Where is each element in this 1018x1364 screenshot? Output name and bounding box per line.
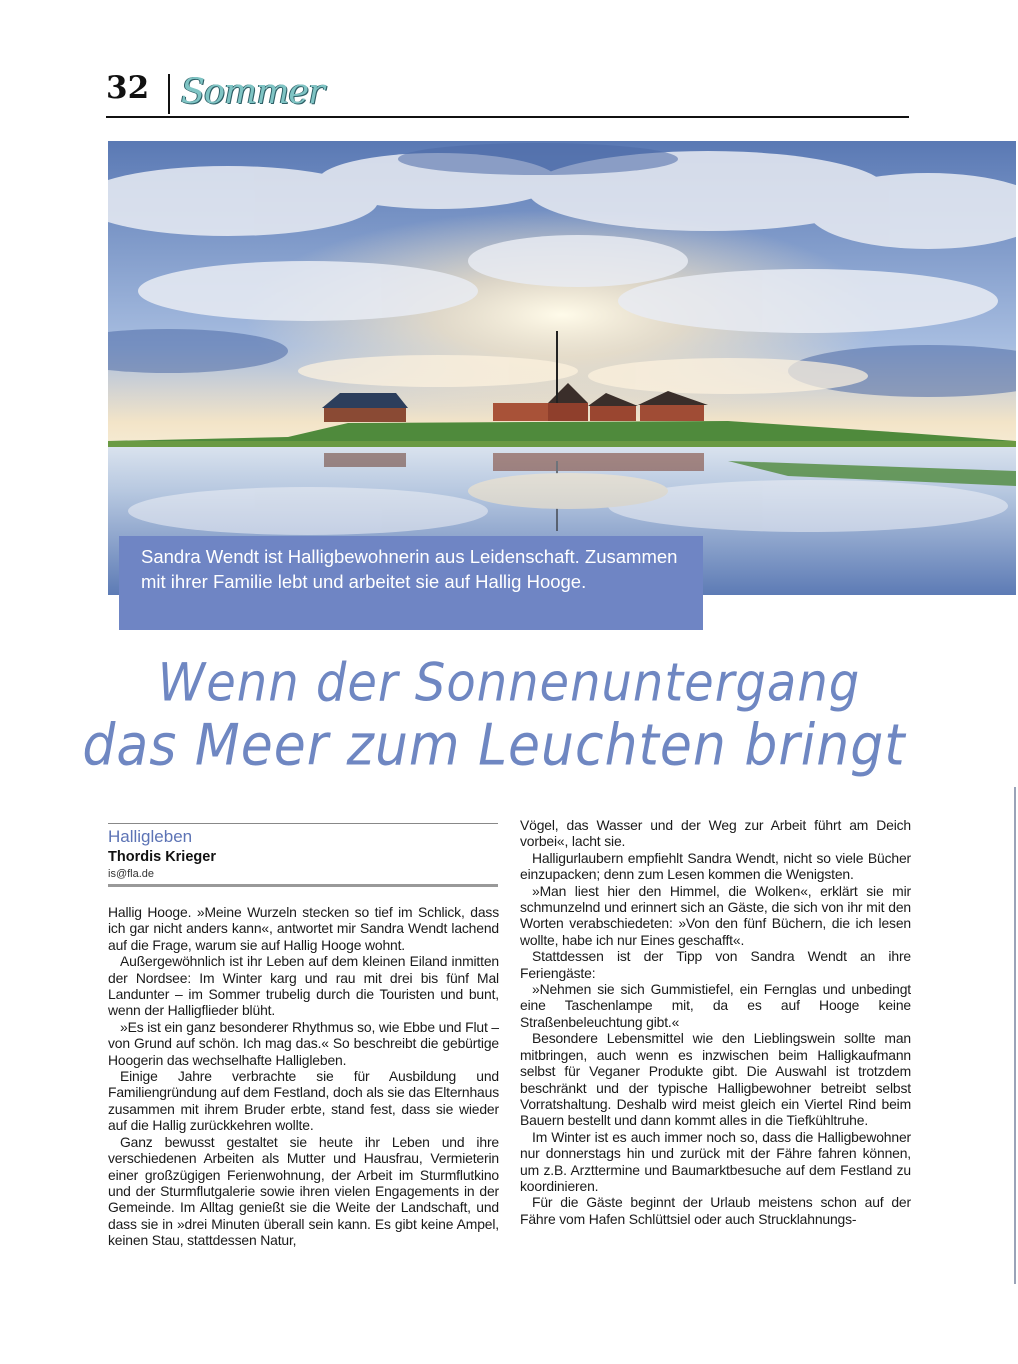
article-column-right [520,817,911,1284]
byline-top-rule [108,823,498,824]
paragraph: Einige Jahre verbrachte sie für Ausbildung und Familiengründung auf dem Festland, doch als sie das Elternhaus zusammen mit ihrem Bruder erbte, stand fest, dass sie wieder auf die Hallig zurückkehren wollte. [108,1068,499,1134]
article-kicker: Halligleben [108,827,193,846]
caption-text: Sandra Wendt ist Halligbewohnerin aus Leidenschaft. Zusammen mit ihrer Familie lebt und arbeitet sie auf Hallig Hooge. [141,546,678,592]
page-number: 32 [106,70,150,106]
header-divider [168,74,170,114]
paragraph: Ganz bewusst gestaltet sie heute ihr Leben und ihre verschiedenen Arbeiten als Mutter und Hausfrau, Vermieterin einer großzügigen Ferienwohnung, der Arbeit im Sturmflutkino und der Sturmflutgalerie sowie ihren vielen Engagements in der Gemeinde. Im Alltag genießt sie die Weite der Landschaft, und dass sie in »drei Minuten überall sein kann. Es gibt keine Ampel, keinen Stau, stattdessen Natur, [108,1133,499,1249]
author-email: is@fla.de [108,868,155,880]
paragraph: »Nehmen sie sich Gummistiefel, ein Fernglas und unbedingt eine Taschenlampe mit, da es auf Hooge keine Straßenbeleuchtung gibt.« [520,981,911,1030]
hero-photo [108,141,1016,595]
paragraph: Besondere Lebensmittel wie den Lieblingswein sollte man mitbringen, auch wenn es inzwischen beim Halligkaufmann selbst für Veganer Produkte gibt. Die Auswahl ist trotzdem beschränkt und der typische Halligbewohner betreibt selbst Vorratshaltung. Deshalb wird meist gleich ein Viertel Rind beim Bauern bestellt und dann kommt alles in die Tiefkühltruhe. [520,1030,911,1129]
paragraph: Stattdessen ist der Tipp von Sandra Wendt an ihre Feriengäste: [520,948,911,981]
paragraph: Hallig Hooge. »Meine Wurzeln stecken so tief im Schlick, dass ich gar nicht anders kann«, antwortet mir Sandra Wendt lachend auf die Frage, warum sie auf Hallig Hooge wohnt. [108,904,499,953]
header-rule [106,116,909,118]
byline-bottom-rule [108,884,498,887]
headline-line-1: Wenn der Sonnenuntergang [157,652,861,714]
paragraph: Außergewöhnlich ist ihr Leben auf dem kleinen Eiland inmitten der Nordsee: Im Winter karg und rau mit drei bis fünf Mal Landunter – im Sommer trubelig durch die Touristen und bunt, wenn der Halligflieder blüht. [108,953,499,1019]
paragraph: »Es ist ein ganz besonderer Rhythmus so, wie Ebbe und Flut – von Grund auf schön. Ich mag das.« So beschreibt die gebürtige Hoogerin das wechselhafte Halligleben. [108,1018,499,1068]
paragraph: Vögel, das Wasser und der Weg zur Arbeit führt am Deich vorbei«, lacht sie. [520,817,911,850]
paragraph: Halligurlaubern empfiehlt Sandra Wendt, nicht so viele Bücher einzupacken; denn zum Lesen kommen die Wenigsten. [520,849,911,883]
article-column-left [108,904,499,1284]
page-edge-bar [1014,787,1016,1284]
section-title: Sommer [181,72,324,112]
paragraph: »Man liest hier den Himmel, die Wolken«, erklärt sie mir schmunzelnd und erinnert sich an Gäste, die sich von ihr mit den Worten verabschiedeten: »Von den fünf Büchern, die ich lesen wollte, habe ich nur Eines geschafft«. [520,882,911,948]
paragraph: Im Winter ist es auch immer noch so, dass die Halligbewohner nur donnerstags hin und zurück mit der Fähre fahren können, um z.B. Arzttermine und Baumarktbesuche auf dem Festland zu koordinieren. [520,1128,911,1194]
photo-caption [119,536,703,630]
headline-line-2: das Meer zum Leuchten bringt [82,713,906,779]
paragraph: Für die Gäste beginnt der Urlaub meistens schon auf der Fähre vom Hafen Schlüttsiel oder auch Strucklahnungs- [520,1194,911,1227]
author-name: Thordis Krieger [108,849,216,865]
